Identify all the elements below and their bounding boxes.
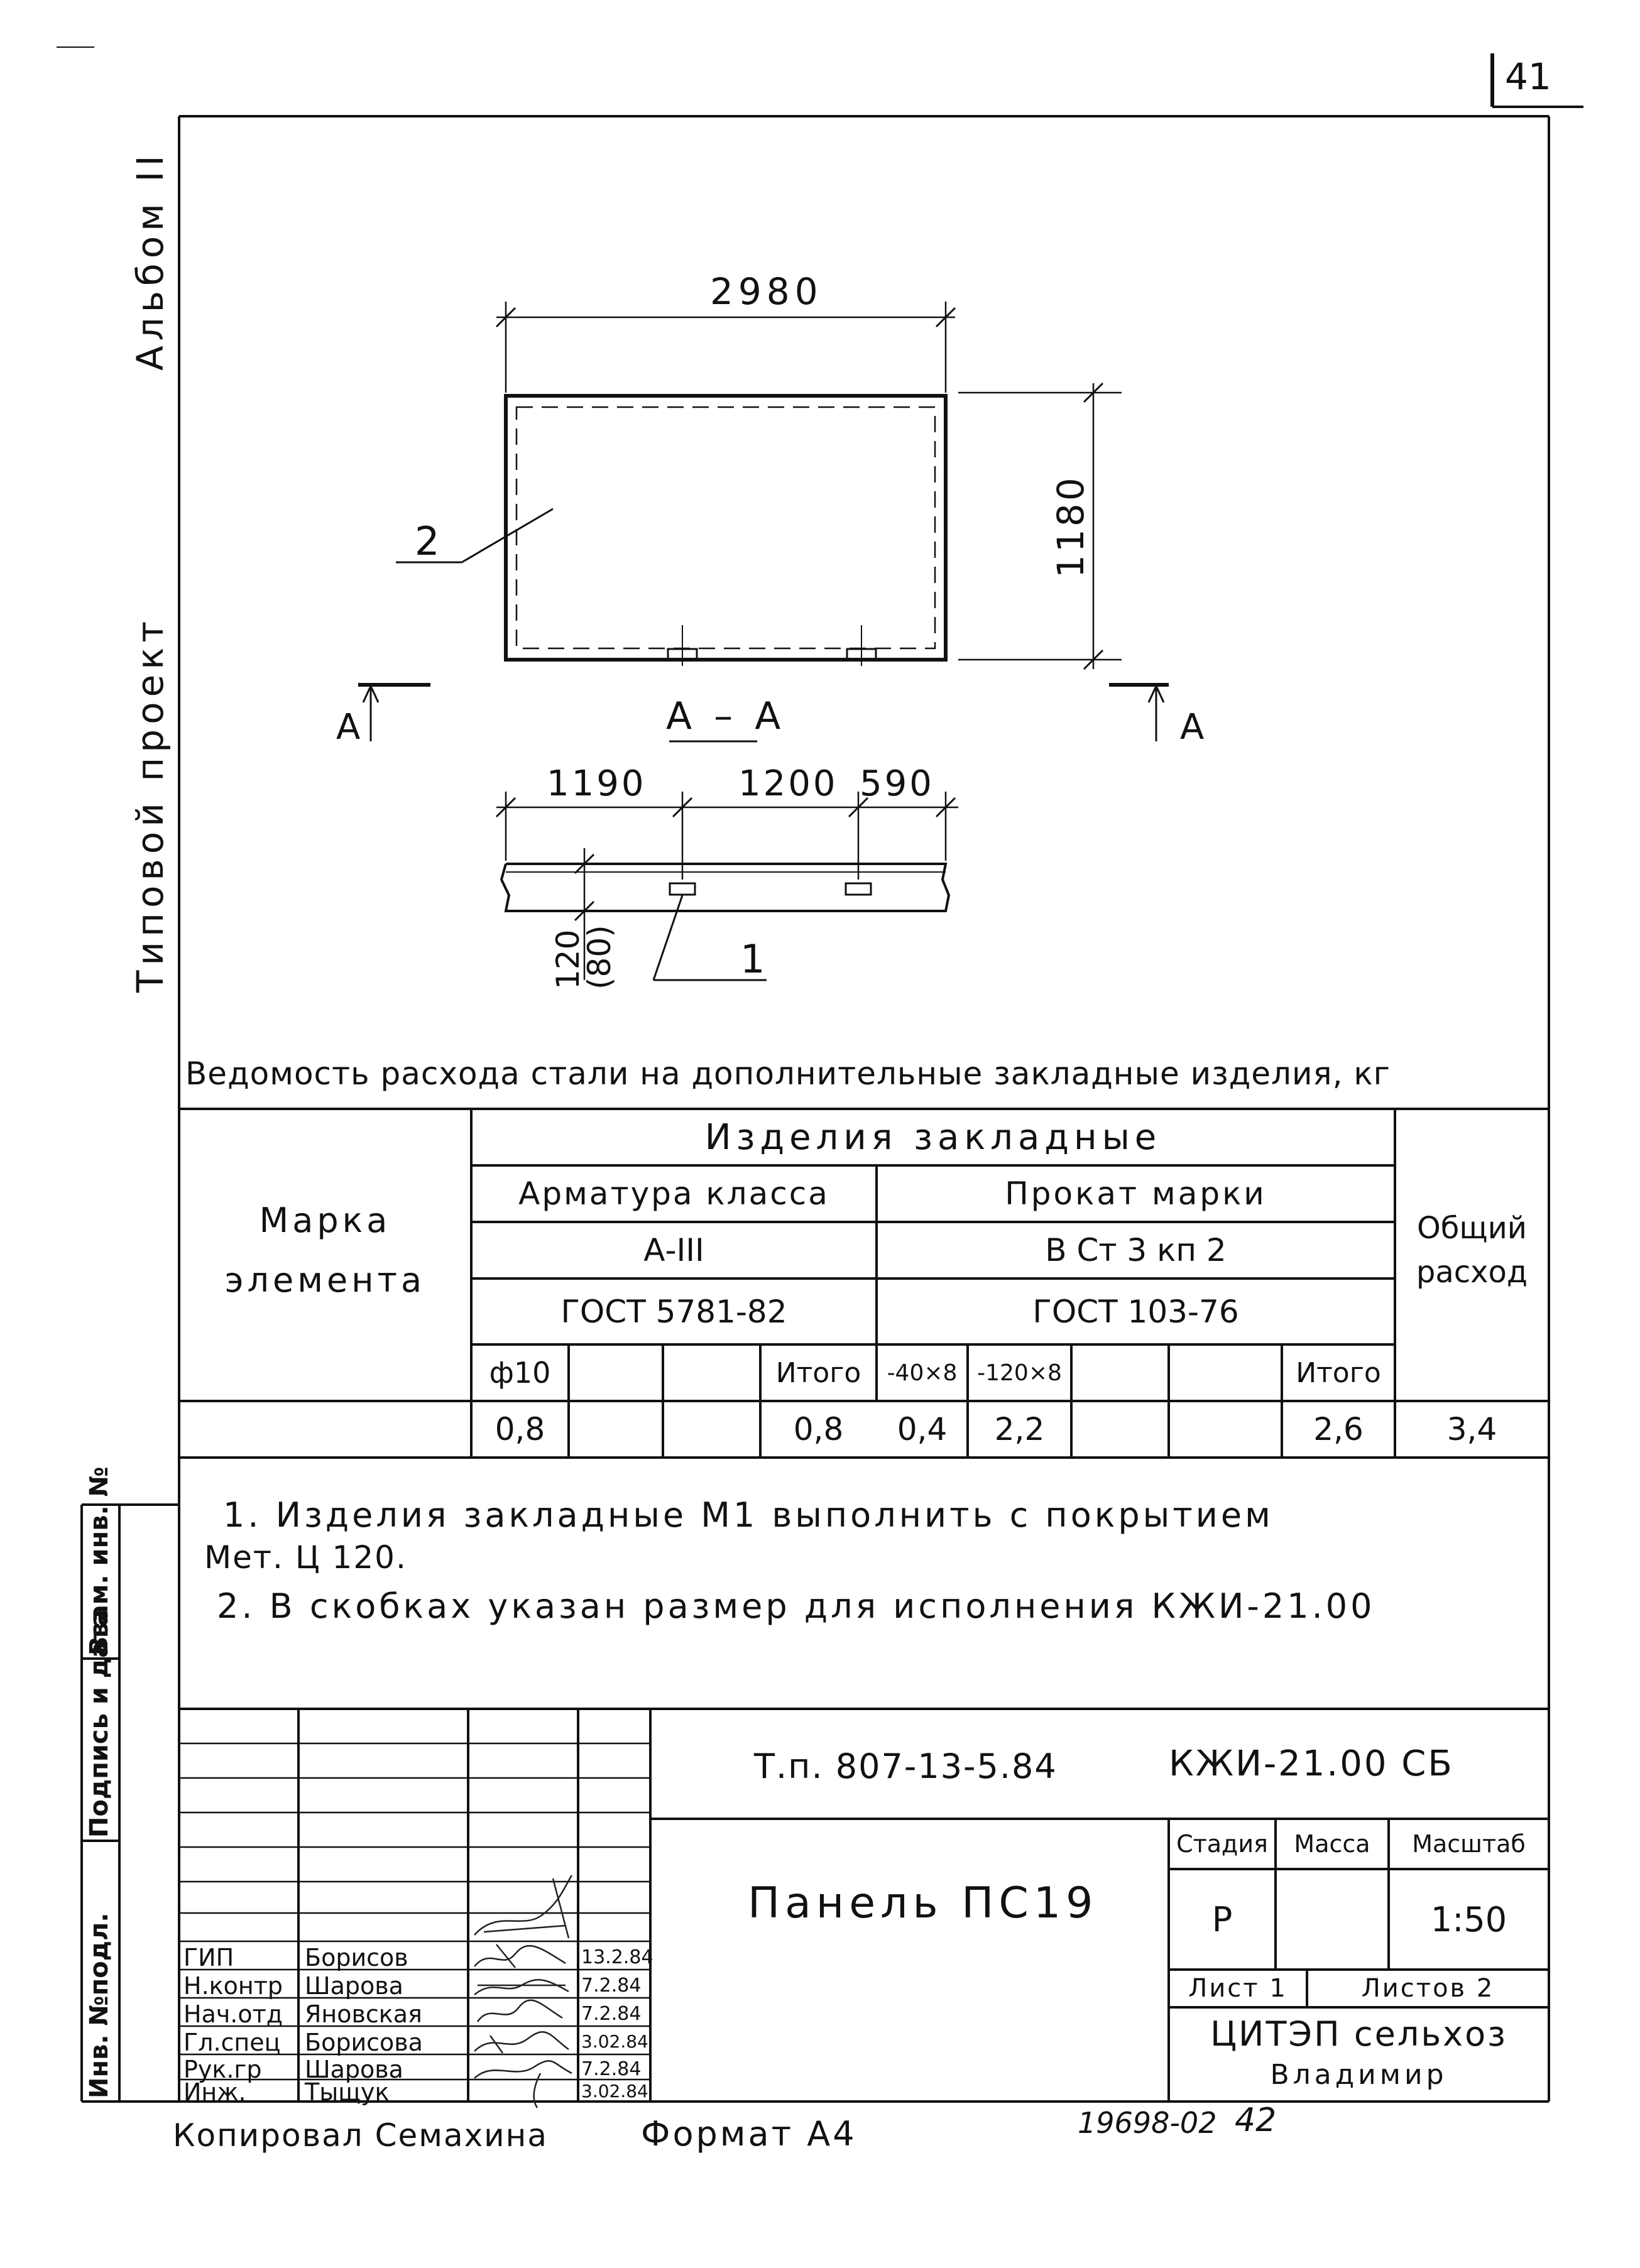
note-line-2: Мет. Ц 120. (204, 1539, 407, 1576)
rolled-value (1169, 1401, 1282, 1458)
group-title: Изделия закладные (704, 1116, 1162, 1158)
section-mark-right: А (1180, 707, 1205, 748)
signature-role: Нач.отд (183, 2000, 283, 2028)
stamp-field-signature-date: Подпись и дата (85, 1609, 114, 1838)
rebar-header (569, 1344, 663, 1401)
rebar-grade: А-III (643, 1232, 704, 1268)
rebar-value (569, 1401, 663, 1458)
stamp-field-replace-no: Взам. инв. № (85, 1466, 114, 1655)
signature-role: Инж. (183, 2078, 246, 2106)
rolled-grade: В Ст 3 кп 2 (1045, 1232, 1227, 1268)
stage-label: Стадия (1176, 1830, 1268, 1858)
sheet-label: Лист 1 (1188, 1974, 1287, 2003)
footer-page: 42 (1235, 2102, 1277, 2139)
signature-role: Н.контр (183, 1972, 283, 2000)
col-element (179, 1169, 471, 1332)
rebar-value (663, 1401, 760, 1458)
rolled-header (1071, 1344, 1169, 1401)
scale-label: Масштаб (1412, 1830, 1526, 1858)
signature-name: Шарова (305, 2056, 403, 2083)
rolled-header: Итого (1296, 1356, 1381, 1389)
rolled-value: 0,4 (897, 1411, 948, 1447)
signature-name: Яновская (305, 2000, 422, 2028)
dim-590: 590 (860, 763, 934, 804)
dim-thickness: 120 (550, 929, 586, 990)
dim-1200: 1200 (738, 763, 838, 804)
dim-plan-width: 2980 (710, 270, 823, 313)
dim-thickness-alt: (80) (581, 925, 618, 990)
signature-date: 7.2.84 (581, 1975, 642, 1997)
callout-1: 1 (740, 936, 765, 982)
page-number: 41 (1505, 55, 1551, 98)
copied-by: Копировал Семахина (173, 2117, 549, 2154)
scale-value: 1:50 (1430, 1899, 1507, 1939)
signature-name: Борисова (305, 2029, 423, 2056)
rolled-header (1169, 1344, 1282, 1401)
table-caption: Ведомость расхода стали на дополнительные закладные изделия, кг (185, 1055, 1391, 1092)
sheets-label: Листов 2 (1361, 1974, 1495, 2003)
stage-value: Р (1211, 1899, 1233, 1939)
signature-date: 3.02.84 (581, 2081, 648, 2102)
rebar-header: Итого (775, 1356, 861, 1389)
total-header (1395, 1169, 1549, 1332)
dim-1190: 1190 (547, 763, 647, 804)
signature-date: 13.2.84 (581, 1946, 653, 1968)
signature-role: ГИП (183, 1944, 234, 1971)
project-type-label: Типовой проект (129, 616, 172, 993)
rolled-title: Прокат марки (1005, 1175, 1267, 1212)
signature-name: Борисов (305, 1944, 408, 1971)
org-line-2: Владимир (1270, 2059, 1448, 2091)
rebar-standard: ГОСТ 5781-82 (560, 1293, 787, 1330)
note-line-3: 2. В скобках указан размер для исполнения КЖИ-21.00 (217, 1586, 1375, 1626)
mass-value (1276, 1869, 1389, 1970)
signature-date: 3.02.84 (581, 2031, 648, 2052)
signature-name: Шарова (305, 1972, 403, 2000)
rebar-header (663, 1344, 760, 1401)
callout-2: 2 (415, 518, 440, 564)
section-mark-left: А (336, 707, 361, 748)
org-line-1: ЦИТЭП сельхоз (1210, 2014, 1507, 2054)
doc-code: Т.п. 807-13-5.84 (754, 1747, 1058, 1786)
paper-format: Формат А4 (641, 2114, 857, 2154)
col-element-label: Марка элемента (224, 1201, 426, 1300)
rolled-standard: ГОСТ 103-76 (1032, 1293, 1239, 1330)
signature-scribbles (474, 1875, 572, 2108)
signature-date: 7.2.84 (581, 2058, 642, 2080)
total-value: 3,4 (1446, 1411, 1497, 1447)
rolled-value (1071, 1401, 1169, 1458)
dim-plan-height: 1180 (1049, 475, 1092, 578)
rolled-value: 2,2 (994, 1411, 1045, 1447)
signature-date: 7.2.84 (581, 2003, 642, 2025)
rebar-title: Арматура класса (518, 1175, 829, 1212)
signature-role: Гл.спец (183, 2029, 281, 2056)
rolled-header: -40×8 (887, 1360, 958, 1386)
section-title: А – А (666, 694, 786, 738)
archive-number: 19698-02 (1078, 2106, 1217, 2140)
album-label: Альбом II (129, 150, 172, 371)
stamp-field-inv-no: Инв. №подл. (85, 1912, 114, 2098)
rolled-header: -120×8 (977, 1360, 1062, 1386)
mass-label: Масса (1294, 1830, 1370, 1858)
total-header-label: Общий расход (1416, 1211, 1528, 1290)
rebar-header: ф10 (489, 1356, 551, 1390)
signature-role: Рук.гр (183, 2056, 262, 2083)
rolled-value: 2,6 (1313, 1411, 1364, 1447)
signature-name: Тыщук (305, 2078, 390, 2106)
rebar-value: 0,8 (793, 1411, 844, 1447)
note-line-1: 1. Изделия закладные М1 выполнить с покрытием (223, 1495, 1274, 1535)
drawing-title: Панель ПС19 (748, 1878, 1098, 1928)
rebar-value: 0,8 (495, 1411, 545, 1447)
drawing-code: КЖИ-21.00 СБ (1169, 1743, 1454, 1784)
